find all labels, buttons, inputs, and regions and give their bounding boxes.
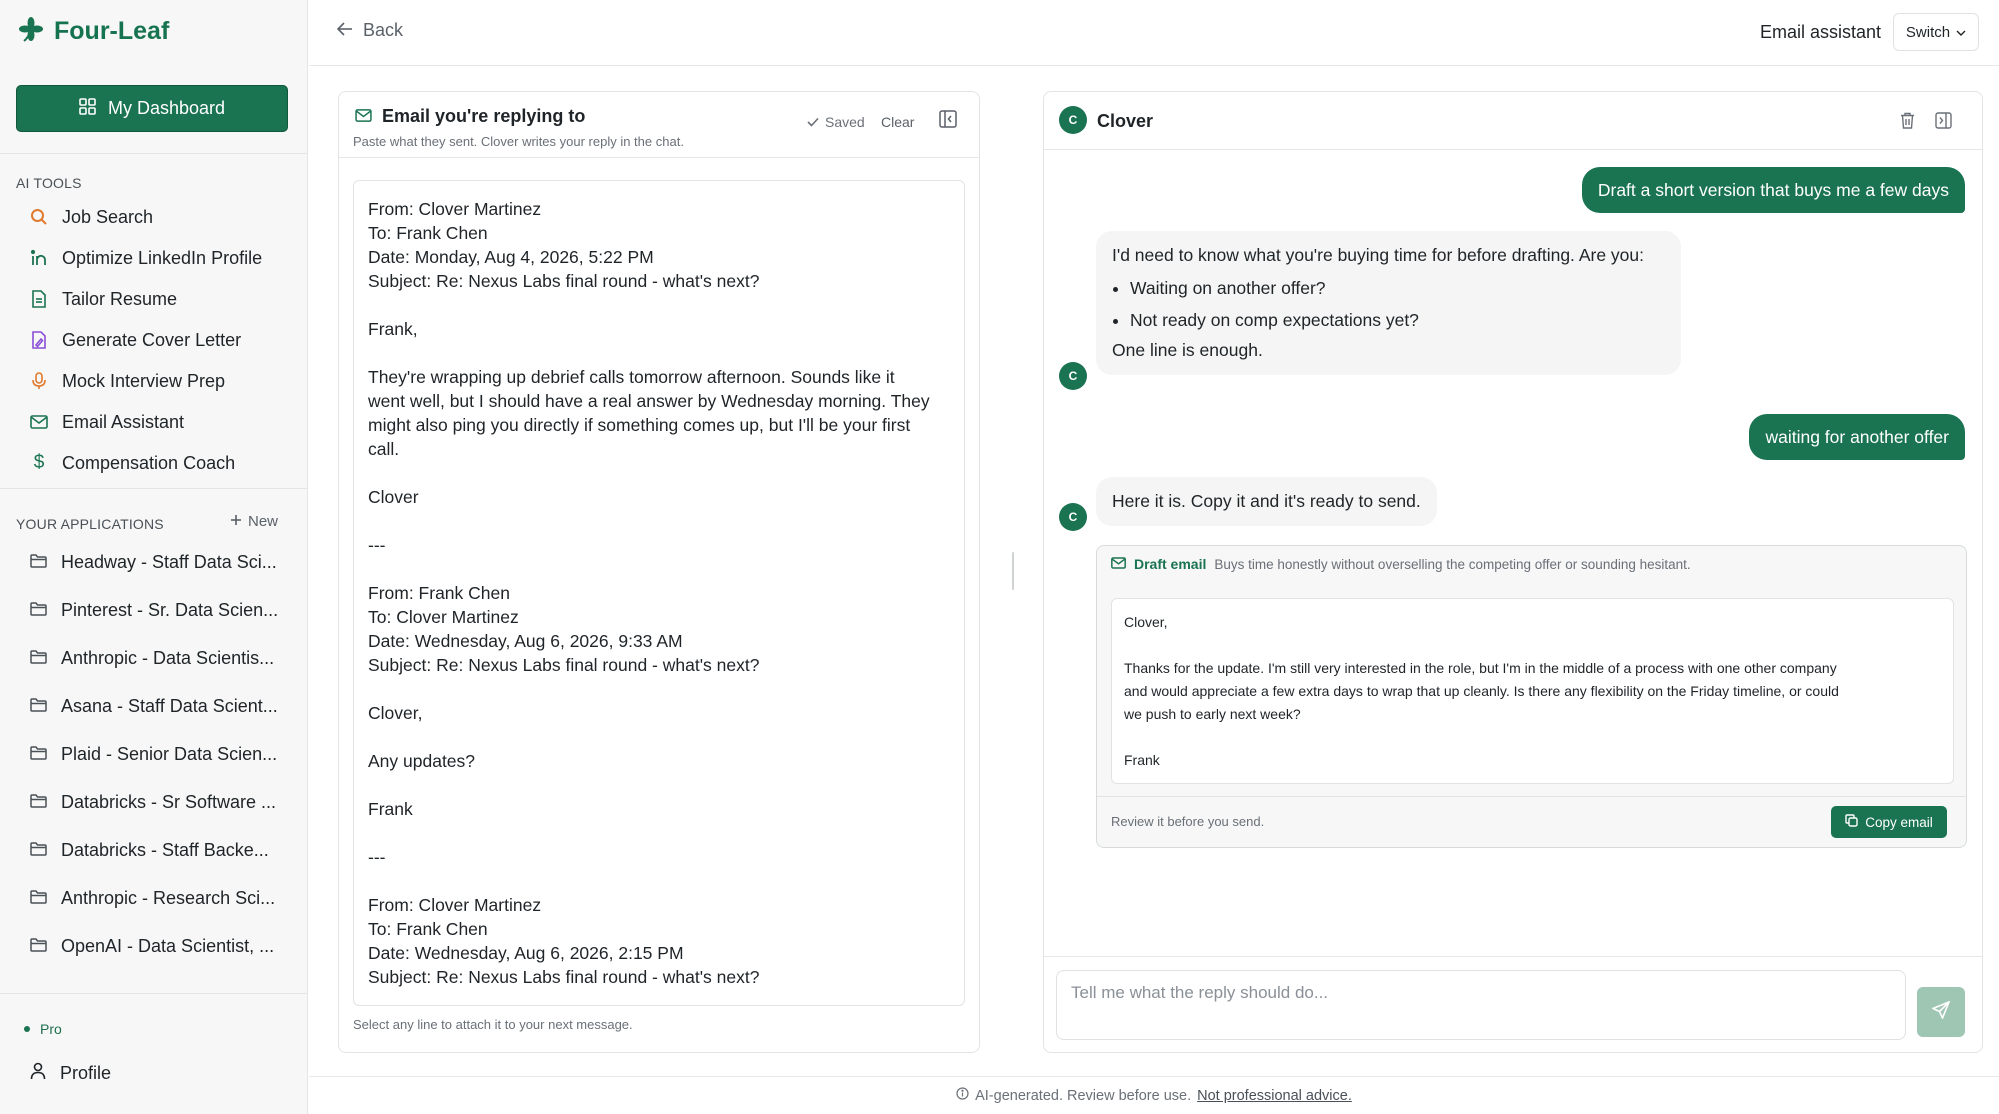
assistant-avatar: C (1059, 503, 1087, 531)
sidebar-item-label: Generate Cover Letter (62, 329, 242, 350)
email-line[interactable]: Date: Wednesday, Aug 6, 2026, 9:33 AM (368, 631, 683, 651)
linkedin-icon (30, 249, 48, 267)
plus-icon (230, 513, 242, 530)
arrow-left-icon (337, 20, 353, 41)
email-line[interactable]: Subject: Re: Nexus Labs final round - what's next? (368, 655, 760, 675)
email-line[interactable]: might also ping you directly if something comes up, but I'll be your first (368, 415, 911, 435)
profile-label: Profile (60, 1063, 112, 1083)
send-icon (1932, 1001, 1950, 1024)
folder-icon (30, 552, 47, 573)
trash-icon[interactable] (1900, 112, 1915, 134)
email-line[interactable]: From: Clover Martinez (368, 895, 542, 915)
email-line[interactable]: Frank (368, 799, 413, 819)
sidebar-item-label: Job Search (62, 206, 154, 227)
message-input[interactable]: Tell me what the reply should do... (1056, 970, 1906, 1040)
draft-greeting: Clover, (1124, 614, 1168, 630)
email-line[interactable] (368, 509, 950, 533)
email-panel-hint: Select any line to attach it to your next message. (353, 1017, 633, 1032)
email-line[interactable] (368, 773, 950, 797)
info-icon (956, 1087, 969, 1104)
disclaimer-link[interactable]: Not professional advice. (1197, 1087, 1352, 1104)
email-line[interactable]: Subject: Re: Nexus Labs final round - what's next? (368, 967, 760, 987)
email-line[interactable]: Clover (368, 487, 419, 507)
document-icon (30, 290, 48, 308)
application-label: OpenAI - Data Scientist, ... (61, 935, 275, 956)
email-line[interactable] (368, 341, 950, 365)
mail-icon (1111, 557, 1126, 572)
email-line[interactable]: call. (368, 439, 400, 459)
saved-label: Saved (825, 114, 865, 130)
pen-document-icon (30, 331, 48, 349)
email-line[interactable]: Subject: Re: Nexus Labs final round - what's next? (368, 271, 760, 291)
new-application-button[interactable] (230, 513, 278, 530)
back-label: Back (363, 20, 404, 40)
assistant-avatar: C (1059, 362, 1087, 390)
email-line[interactable]: To: Frank Chen (368, 919, 488, 939)
user-message: Draft a short version that buys me a few days (1582, 167, 1965, 213)
email-line[interactable]: To: Clover Martinez (368, 607, 519, 627)
clear-button[interactable]: Clear (881, 114, 915, 130)
sidebar-item-label: Mock Interview Prep (62, 370, 226, 391)
sidebar-item-job-search[interactable] (30, 201, 153, 233)
assistant-message (1096, 231, 1681, 375)
send-button[interactable] (1917, 987, 1965, 1037)
sidebar-item-label: Tailor Resume (62, 288, 178, 309)
ai-tools-heading: AI TOOLS (16, 175, 82, 191)
my-dashboard-label: My Dashboard (107, 98, 226, 118)
folder-icon (30, 744, 47, 765)
application-item[interactable] (30, 881, 295, 915)
application-label: Headway - Staff Data Sci... (61, 551, 277, 572)
email-line[interactable]: --- (368, 847, 386, 867)
back-button[interactable] (337, 20, 403, 41)
draft-paragraph-line: Thanks for the update. I'm still very interested in the role, but I'm in the middle of a process with one other company (1124, 660, 1837, 676)
option-list (1130, 276, 1665, 332)
application-label: Plaid - Senior Data Scien... (61, 743, 278, 764)
switch-dropdown[interactable] (1893, 13, 1979, 51)
saved-status (807, 114, 865, 130)
mail-icon (355, 106, 372, 127)
assistant-message-outro: One line is enough. (1112, 340, 1263, 360)
page-title: Email assistant (1759, 22, 1881, 42)
email-line[interactable]: From: Frank Chen (368, 583, 510, 603)
brand-name: Four-Leaf (54, 17, 170, 45)
draft-review-note: Review it before you send. (1111, 814, 1265, 829)
folder-icon (30, 648, 47, 669)
my-dashboard-button[interactable] (16, 85, 288, 132)
application-item[interactable] (30, 833, 295, 867)
email-line[interactable] (368, 725, 950, 749)
email-line[interactable] (368, 869, 950, 893)
sidebar-item-mock-interview[interactable] (30, 365, 225, 397)
email-line[interactable] (368, 557, 950, 581)
panel-divider (339, 157, 979, 158)
sidebar-item-linkedin[interactable] (30, 242, 262, 274)
folder-icon (30, 600, 47, 621)
plan-badge (24, 1018, 290, 1040)
chat-header (1044, 92, 1982, 150)
sidebar-item-label: Email Assistant (62, 411, 185, 432)
application-label: Databricks - Staff Backe... (61, 839, 269, 860)
dollar-icon: $ (33, 452, 45, 473)
sidebar-item-label: Compensation Coach (62, 452, 236, 473)
email-line[interactable]: To: Frank Chen (368, 223, 488, 243)
check-icon (807, 114, 819, 130)
list-item: • Not ready on comp expectations yet? (1130, 308, 1665, 332)
sidebar-item-tailor-resume[interactable] (30, 283, 177, 315)
application-item[interactable] (30, 737, 295, 771)
email-line[interactable]: Any updates? (368, 751, 476, 771)
sidebar-toggle-icon[interactable] (1935, 112, 1952, 134)
sidebar (0, 0, 308, 1114)
email-text-area[interactable] (353, 180, 965, 1006)
grid-icon (79, 98, 96, 120)
email-panel-title (355, 106, 585, 127)
email-panel-subtitle: Paste what they sent. Clover writes your reply in the chat. (353, 134, 684, 149)
user-icon (30, 1062, 46, 1085)
folder-icon (30, 840, 47, 861)
assistant-name: Clover (1097, 111, 1154, 131)
email-line[interactable] (368, 821, 950, 845)
assistant-message: Here it is. Copy it and it's ready to send. (1096, 477, 1437, 526)
email-panel-title-text: Email you're replying to (382, 106, 586, 126)
list-item: • Waiting on another offer? (1130, 276, 1665, 300)
email-line[interactable]: went well, but I should have a real answer by Wednesday morning. They (368, 391, 930, 411)
draft-paragraph-line: we push to early next week? (1124, 706, 1301, 722)
profile-link[interactable] (30, 1062, 111, 1085)
folder-icon (30, 792, 47, 813)
email-line[interactable]: They're wrapping up debrief calls tomorrow afternoon. Sounds like it (368, 367, 895, 387)
email-line[interactable] (368, 293, 950, 317)
draft-label: Draft email (1134, 556, 1207, 572)
application-item[interactable] (30, 689, 295, 723)
application-item[interactable] (30, 545, 295, 579)
email-panel (338, 91, 980, 1053)
folder-icon (30, 936, 47, 957)
disclaimer-footer (309, 1076, 1999, 1114)
assistant-avatar: C (1059, 106, 1087, 134)
microphone-icon (30, 372, 48, 390)
email-line[interactable]: --- (368, 535, 386, 555)
email-line[interactable]: Frank, (368, 319, 418, 339)
composer-divider (1044, 956, 1982, 957)
sidebar-divider (0, 993, 308, 994)
four-leaf-clover-icon (18, 16, 44, 47)
sidebar-item-compensation[interactable] (30, 447, 235, 479)
brand-logo[interactable] (18, 16, 169, 47)
application-label: Anthropic - Research Sci... (61, 887, 276, 908)
application-label: Anthropic - Data Scientis... (61, 647, 275, 668)
application-item[interactable] (30, 593, 295, 627)
application-label: Databricks - Sr Software ... (61, 791, 277, 812)
copy-icon (1845, 814, 1858, 830)
panel-resize-handle[interactable] (1012, 552, 1014, 590)
new-application-label: New (248, 513, 279, 530)
email-line[interactable] (368, 461, 950, 485)
folder-icon (30, 696, 47, 717)
application-item[interactable] (30, 929, 295, 963)
collapse-panel-icon[interactable] (939, 110, 959, 130)
folder-icon (30, 888, 47, 909)
copy-email-label: Copy email (1865, 814, 1933, 830)
chevron-down-icon (1956, 24, 1966, 41)
email-line[interactable] (368, 677, 950, 701)
draft-email-body[interactable] (1111, 598, 1954, 784)
mail-icon (30, 413, 48, 431)
sidebar-divider (0, 488, 308, 489)
email-line[interactable]: Date: Monday, Aug 4, 2026, 5:22 PM (368, 247, 654, 267)
draft-signoff: Frank (1124, 752, 1160, 768)
user-message: waiting for another offer (1749, 414, 1965, 460)
application-label: Pinterest - Sr. Data Scien... (61, 599, 279, 620)
application-item[interactable] (30, 785, 295, 819)
sidebar-item-cover-letter[interactable] (30, 324, 241, 356)
sidebar-item-label: Optimize LinkedIn Profile (62, 247, 263, 268)
status-dot (24, 1026, 30, 1032)
email-line[interactable]: Clover, (368, 703, 423, 723)
draft-header (1111, 556, 1691, 572)
chat-panel (1043, 91, 1983, 1053)
copy-email-button[interactable] (1831, 806, 1947, 838)
sidebar-item-email-assistant[interactable] (30, 406, 184, 438)
draft-paragraph-line: and would appreciate a few extra days to wrap that up cleanly. Is there any flexibility on the Friday timeline, or could (1124, 683, 1839, 699)
email-line[interactable]: Date: Wednesday, Aug 6, 2026, 2:15 PM (368, 943, 684, 963)
search-icon (30, 208, 48, 226)
switch-label: Switch (1905, 23, 1951, 41)
assistant-message-intro: I'd need to know what you're buying time for before drafting. Are you: (1112, 245, 1644, 265)
draft-divider (1097, 796, 1966, 797)
application-item[interactable] (30, 641, 295, 675)
email-line[interactable]: From: Clover Martinez (368, 199, 542, 219)
applications-heading: YOUR APPLICATIONS (16, 516, 164, 532)
disclaimer-text: AI-generated. Review before use. (975, 1087, 1192, 1104)
sidebar-divider (0, 153, 308, 154)
plan-label: Pro (40, 1021, 62, 1037)
application-label: Asana - Staff Data Scient... (61, 695, 278, 716)
top-bar (309, 0, 1999, 66)
draft-description: Buys time honestly without overselling the competing offer or sounding hesitant. (1214, 556, 1691, 572)
draft-email-card (1096, 545, 1967, 848)
